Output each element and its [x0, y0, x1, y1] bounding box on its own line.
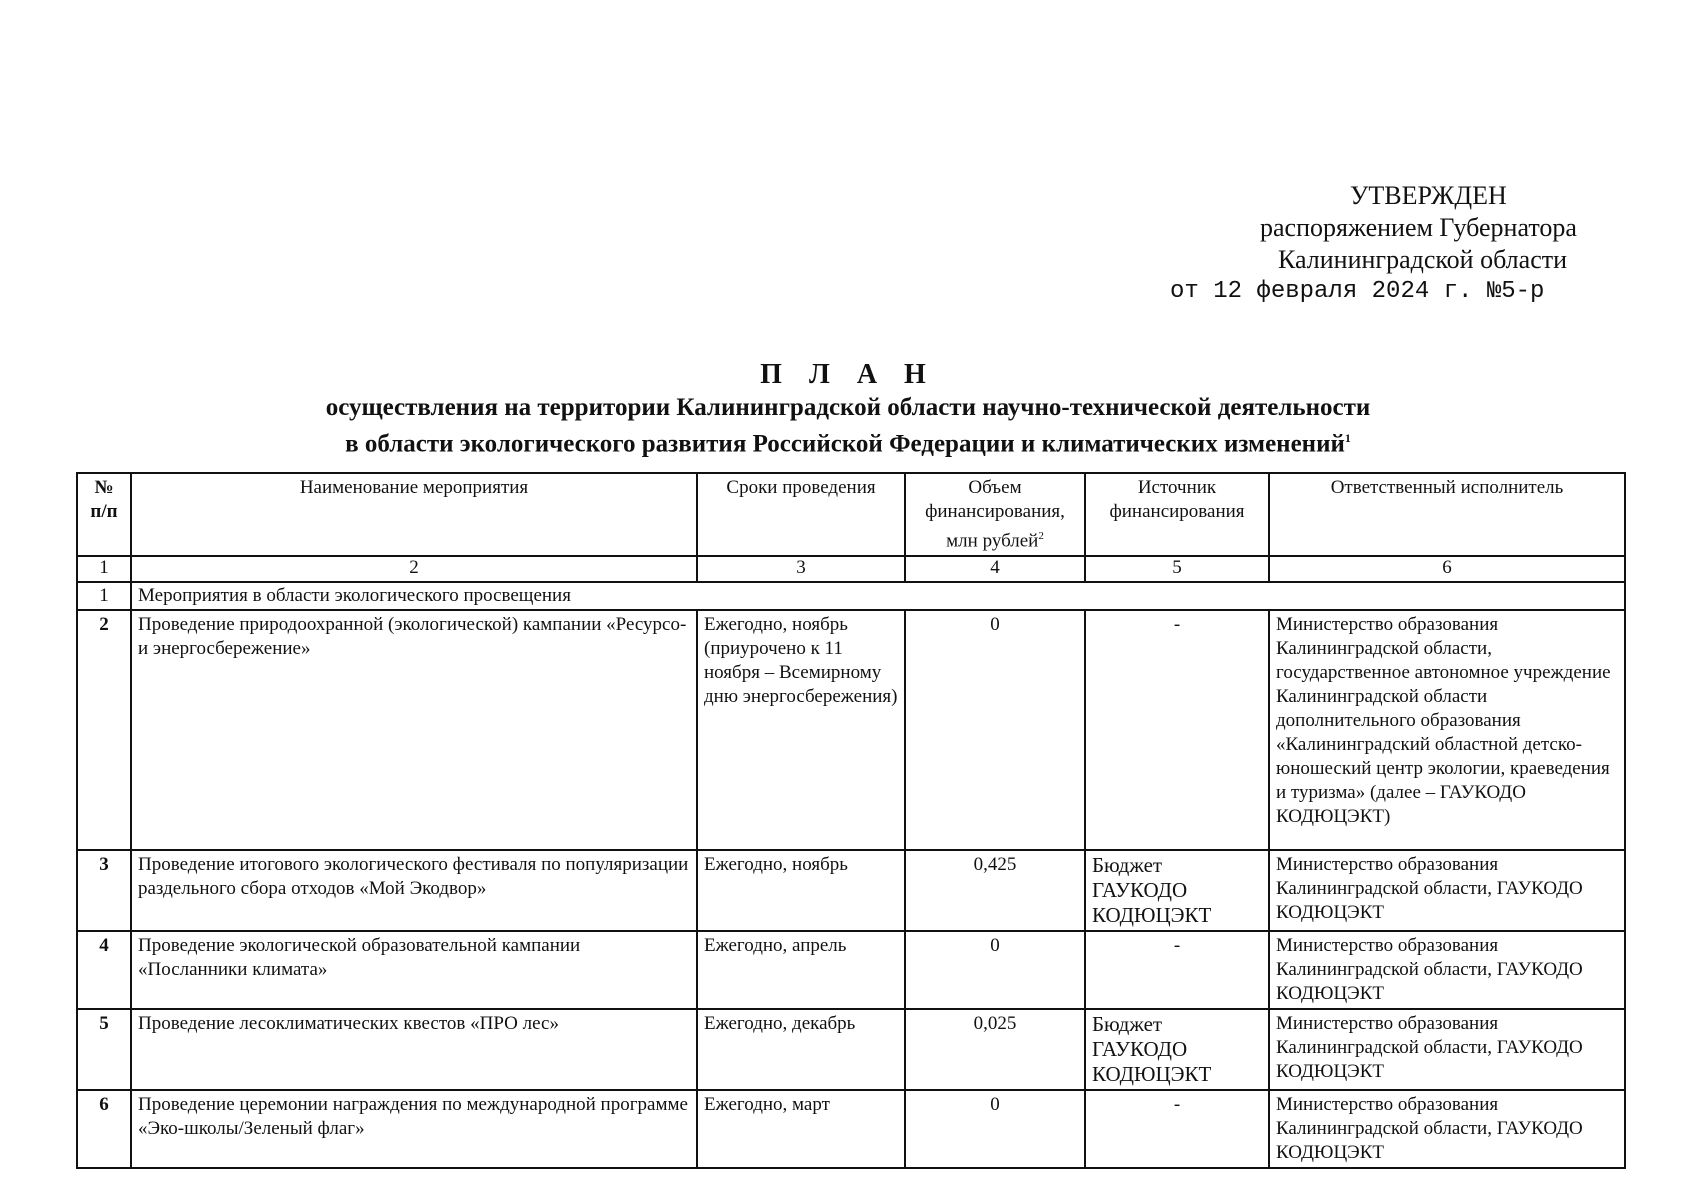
row-name: Проведение церемонии награждения по международной программе «Эко-школы/Зеленый флаг» [131, 1090, 697, 1168]
plan-heading: П Л А Н [760, 359, 936, 390]
row-volume: 0 [905, 931, 1085, 1009]
plan-subtitle-line2 [0, 423, 1696, 459]
header-terms: Сроки проведения [697, 473, 905, 556]
row-terms: Ежегодно, апрель [697, 931, 905, 1009]
row-executor: Министерство образования Калининградской области, ГАУКОДО КОДЮЦЭКТ [1269, 850, 1625, 931]
header-executor: Ответственный исполнитель [1269, 473, 1625, 556]
table-row [77, 850, 1625, 931]
section-label: Мероприятия в области экологического просвещения [131, 582, 1625, 610]
row-source: - [1085, 1090, 1269, 1168]
row-terms: Ежегодно, март [697, 1090, 905, 1168]
plan-table [76, 472, 1626, 1169]
row-volume: 0,425 [905, 850, 1085, 931]
column-number: 1 [77, 556, 131, 582]
row-volume: 0 [905, 610, 1085, 850]
row-name: Проведение лесоклиматических квестов «ПРО лес» [131, 1009, 697, 1090]
row-num: 6 [77, 1090, 131, 1168]
row-num: 4 [77, 931, 131, 1009]
header-row [77, 473, 1625, 556]
header-name: Наименование мероприятия [131, 473, 697, 556]
section-row [77, 582, 1625, 610]
row-executor: Министерство образования Калининградской области, ГАУКОДО КОДЮЦЭКТ [1269, 1009, 1625, 1090]
row-terms: Ежегодно, ноябрь [697, 850, 905, 931]
approval-heading: УТВЕРЖДЕН [1350, 181, 1507, 210]
table-row [77, 610, 1625, 850]
section-num: 1 [77, 582, 131, 610]
row-name: Проведение природоохранной (экологической) кампании «Ресурсо- и энергосбережение» [131, 610, 697, 850]
volume-footnote-marker: 2 [1038, 530, 1044, 542]
approval-region: Калининградской области [1278, 245, 1568, 274]
row-source: Бюджет ГАУКОДО КОДЮЦЭКТ [1085, 1009, 1269, 1090]
header-num: № п/п [77, 473, 131, 556]
title-footnote-marker: 1 [1344, 431, 1351, 445]
row-name: Проведение экологической образовательной кампании «Посланники климата» [131, 931, 697, 1009]
row-executor: Министерство образования Калининградской области, ГАУКОДО КОДЮЦЭКТ [1269, 931, 1625, 1009]
table-row [77, 931, 1625, 1009]
row-source: - [1085, 931, 1269, 1009]
document-title [0, 358, 1696, 459]
header-volume-text: Объем финансирования, млн рублей [925, 477, 1065, 552]
row-terms: Ежегодно, декабрь [697, 1009, 905, 1090]
row-executor: Министерство образования Калининградской области, государственное автономное учреждение Калининградской области дополнительного образования «Калининградский областной детско-юношеский центр экологии, краеведения и туризма» (далее – ГАУКОДО КОДЮЦЭКТ) [1269, 610, 1625, 850]
column-number: 6 [1269, 556, 1625, 582]
row-name: Проведение итогового экологического фестиваля по популяризации раздельного сбора отходов «Мой Экодвор» [131, 850, 697, 931]
row-volume: 0,025 [905, 1009, 1085, 1090]
plan-subtitle-line1: осуществления на территории Калининградской области научно-технической деятельности [325, 394, 1371, 421]
row-source: Бюджет ГАУКОДО КОДЮЦЭКТ [1085, 850, 1269, 931]
header-volume [905, 473, 1085, 556]
table-row [77, 1009, 1625, 1090]
column-number: 3 [697, 556, 905, 582]
column-number-row [77, 556, 1625, 582]
column-number: 4 [905, 556, 1085, 582]
row-num: 3 [77, 850, 131, 931]
row-terms: Ежегодно, ноябрь (приурочено к 11 ноября – Всемирному дню энергосбережения) [697, 610, 905, 850]
row-num: 5 [77, 1009, 131, 1090]
column-number: 5 [1085, 556, 1269, 582]
row-num: 2 [77, 610, 131, 850]
row-volume: 0 [905, 1090, 1085, 1168]
column-number: 2 [131, 556, 697, 582]
plan-subtitle-line2-text: в области экологического развития Российской Федерации и климатических изменений [345, 430, 1345, 458]
table-row [77, 1090, 1625, 1168]
header-source: Источник финансирования [1085, 473, 1269, 556]
row-source: - [1085, 610, 1269, 850]
approval-authority: распоряжением Губернатора [1260, 213, 1577, 242]
row-executor: Министерство образования Калининградской области, ГАУКОДО КОДЮЦЭКТ [1269, 1090, 1625, 1168]
approval-date-number: от 12 февраля 2024 г. №5-р [1170, 278, 1545, 305]
